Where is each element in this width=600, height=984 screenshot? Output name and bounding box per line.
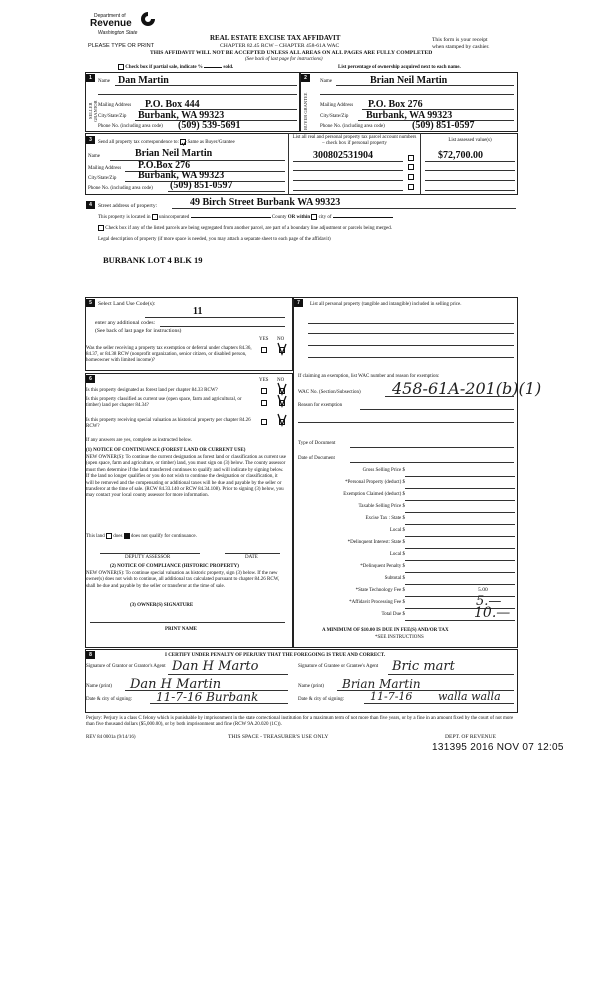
legal-description[interactable]: BURBANK LOT 4 BLK 19 [103, 255, 203, 265]
date-doc-label: Date of Document [298, 456, 335, 461]
exemption-no-mark-icon [276, 342, 288, 356]
total-label-7: Local $ [389, 552, 405, 557]
land-use-label: Select Land Use Code(s): [98, 301, 156, 307]
located-text: This property is located in [98, 215, 151, 221]
dor-logo-icon [140, 11, 156, 27]
buyer-mailing-label: Mailing Address [320, 103, 354, 108]
q3-no-mark-icon [276, 413, 288, 427]
city-of-label: city of [318, 215, 332, 221]
notice2-body: NEW OWNER(S): To continue special valuation as historic property, sign (3) below. If the new owner(s) does not wish to continue, all additional tax calculated pursuant to chapter 84.26 RCW, shall be due and payable by the seller or transferor at the time of sale. [86, 571, 280, 589]
receipt-note-1: This form is your receipt [432, 37, 488, 43]
deputy-assessor: DEPUTY ASSESSOR [125, 555, 171, 560]
grantee-city[interactable]: walla walla [438, 690, 501, 703]
partial-sale [118, 64, 233, 70]
grantor-name[interactable]: Dan H Martin [130, 677, 222, 692]
qualify-label: qualify for continuance. [148, 534, 197, 540]
deputy-date: DATE [245, 555, 258, 560]
grantor-date[interactable]: 11-7-16 Burbank [156, 690, 259, 704]
parcel-number[interactable]: 300802531904 [313, 150, 373, 161]
buyer-phone[interactable]: (509) 851-0597 [412, 120, 475, 131]
legal-note: Legal description of property (if more space is needed, you may attach a separate sheet to each page of the affidavit) [98, 237, 331, 242]
treasurer-space: THIS SPACE - TREASURER'S USE ONLY [228, 734, 329, 740]
total-label-9: Subtotal $ [384, 576, 405, 581]
receipt-note-2: when stamped by cashier. [432, 44, 490, 50]
s6-q2: Is this property classified as current use (open space, farm and agricultural, or timber) land per chapter 84.34? [86, 397, 242, 408]
total-label-11: *Affidavit Processing Fee $ [349, 600, 405, 605]
corr-mailing-label: Mailing Address [88, 166, 122, 171]
section-7-number: 7 [294, 299, 303, 307]
s6-q3: Is this property receiving special valuation as historical property per chapter 84.26 RCW? [86, 418, 251, 429]
assessed-header: List assessed value(s) [448, 138, 492, 143]
wac-label: WAC No. (Section/Subsection) [298, 390, 361, 395]
land-use-see-back: (See back of last page for instructions) [95, 328, 182, 334]
partial-sale-checkbox[interactable] [118, 64, 124, 70]
grantor-signature[interactable]: Dan H Marto [172, 659, 259, 674]
seller-phone-label: Phone No. (including area code) [98, 124, 163, 129]
total-label-10: *State Technology Fee $ [355, 588, 405, 593]
dor-logo [90, 13, 164, 41]
corr-phone-label: Phone No. (including area code) [88, 186, 153, 191]
does-checkbox[interactable] [106, 533, 112, 539]
total-label-3: Taxable Selling Price $ [358, 504, 405, 509]
grantor-name-label: Name (print) [86, 684, 112, 689]
grantee-date[interactable]: 11-7-16 [370, 690, 413, 703]
parcel-2-checkbox[interactable] [408, 164, 414, 170]
same-as-buyer-label: Same as Buyer/Grantee [187, 140, 235, 146]
certify-statement: I CERTIFY UNDER PENALTY OF PERJURY THAT THE FOREGOING IS TRUE AND CORRECT. [165, 653, 386, 658]
seller-name[interactable]: Dan Martin [118, 75, 169, 86]
total-label-2: Exemption Claimed (deduct) $ [343, 492, 405, 497]
grantee-date-label: Date & city of signing: [298, 697, 345, 702]
land-label: This land [86, 534, 105, 540]
total-label-12: Total Due $ [381, 612, 405, 617]
minimum-due: A MINIMUM OF $10.00 IS DUE IN FEE(S) AND/OR TAX [322, 628, 449, 633]
does-label: does [113, 534, 123, 540]
notice1-title: (1) NOTICE OF CONTINUANCE (FOREST LAND OR CURRENT USE) [86, 448, 246, 453]
continuance-row [86, 533, 197, 539]
county-label: County [271, 215, 287, 221]
total-label-1: *Personal Property (deduct) $ [345, 480, 405, 485]
buyer-name-label: Name [320, 79, 332, 84]
tech-fee-value[interactable]: 5.00 [478, 587, 488, 593]
additional-codes: enter any additional codes: [95, 320, 156, 326]
dept-revenue: DEPT. OF REVENUE [445, 734, 497, 740]
grantor-date-label: Date & city of signing: [86, 697, 133, 702]
land-use-yes: YES [259, 337, 269, 342]
check-icon [181, 140, 187, 146]
dept-line1: Department of [94, 13, 126, 19]
exemption-yes-checkbox[interactable] [261, 347, 267, 353]
please-type: PLEASE TYPE OR PRINT [88, 43, 155, 49]
form-title: REAL ESTATE EXCISE TAX AFFIDAVIT [210, 34, 341, 42]
cashier-stamp: 131395 2016 NOV 07 12:05 [432, 742, 564, 753]
rev-number: REV 84 0001a (9/14/16) [86, 735, 136, 740]
buyer-mailing[interactable]: P.O. Box 276 [368, 99, 423, 110]
grantee-name[interactable]: Brian Martin [342, 677, 421, 691]
section-8-number: 8 [86, 651, 95, 659]
section-2-number: 2 [301, 74, 310, 82]
total-label-0: Gross Selling Price $ [362, 468, 405, 473]
owner-signature-label: (3) OWNER(S) SIGNATURE [130, 603, 194, 608]
seller-mailing-label: Mailing Address [98, 103, 132, 108]
s6-no: NO [277, 378, 285, 383]
same-as-buyer-checkbox[interactable] [180, 139, 186, 145]
send-tax-label [98, 139, 235, 145]
buyer-side-label: BUYER GRANTEE [303, 92, 308, 130]
segregated-checkbox[interactable] [98, 225, 104, 231]
buyer-name[interactable]: Brian Neil Martin [370, 75, 448, 86]
total-label-5: Local $ [389, 528, 405, 533]
s6-yes: YES [259, 378, 269, 383]
exemption-question: Was the seller receiving a property tax exemption or deferral under chapters 84.36, 84.37, or 84.38 RCW (nonprofit organization, senior citizen, or disabled person, homeowner with limited income)? [86, 346, 252, 363]
affidavit-fee-value[interactable]: 5.— [476, 594, 502, 609]
seller-mailing[interactable]: P.O. Box 444 [145, 99, 200, 110]
unincorporated-checkbox[interactable] [152, 214, 158, 220]
city-of-checkbox[interactable] [311, 214, 317, 220]
s6-if-yes: If any answers are yes, complete as instructed below. [86, 438, 193, 443]
parcel-header: List all real and personal property tax parcel account numbers – check box if personal property [292, 135, 417, 146]
parcel-4-checkbox[interactable] [408, 184, 414, 190]
does-not-label: does not [130, 534, 148, 540]
dept-line2: Revenue [90, 18, 132, 29]
parcel-3-checkbox[interactable] [408, 174, 414, 180]
form-warning: THIS AFFIDAVIT WILL NOT BE ACCEPTED UNLESS ALL AREAS ON ALL PAGES ARE FULLY COMPLETED [150, 50, 433, 56]
unincorporated-label: unincorporated [159, 215, 190, 221]
q2-yes-checkbox[interactable] [261, 400, 267, 406]
grantee-signature[interactable]: Bric mart [392, 659, 455, 674]
print-name-label: PRINT NAME [165, 627, 197, 632]
dept-line3: Washington State [98, 30, 138, 36]
seller-side-label: SELLER GRANTOR [88, 100, 98, 122]
grantor-sig-label: Signature of Grantor or Grantor's Agent [86, 664, 166, 669]
section-6-number: 6 [86, 375, 95, 383]
section-5-number: 5 [86, 299, 95, 307]
ownership-note: List percentage of ownership acquired next to each name. [338, 65, 461, 70]
partial-sale-label: Check box if partial sale, indicate % [125, 65, 203, 71]
corr-mailing[interactable]: P.O.Box 276 [138, 160, 191, 171]
buyer-city[interactable]: Burbank, WA 99323 [366, 110, 453, 121]
segregated-row [98, 225, 392, 231]
grantee-name-label: Name (print) [298, 684, 324, 689]
s6-q1: Is this property designated as forest land per chapter 84.33 RCW? [86, 388, 218, 393]
does-not-checkbox[interactable] [124, 533, 130, 539]
exemption-claim-label: If claiming an exemption, list WAC number and reason for exemption: [298, 374, 440, 379]
located-row [98, 214, 393, 220]
notice2-title: (2) NOTICE OF COMPLIANCE (HISTORIC PROPERTY) [110, 564, 239, 569]
land-use-code[interactable]: 11 [193, 306, 203, 317]
segregated-note: Check box if any of the listed parcels are being segregated from another parcel, are part of a boundary line adjustment or parcels being merged. [105, 226, 392, 232]
total-due-value[interactable]: 10.— [474, 605, 511, 621]
form-subtitle: CHAPTER 82.45 RCW – CHAPTER 458-61A WAC [220, 43, 340, 49]
corr-city-label: City/State/Zip [88, 176, 117, 181]
reason-label: Reason for exemption [298, 403, 343, 408]
see-back: (See back of last page for instructions) [245, 57, 323, 62]
type-doc-label: Type of Document [298, 441, 336, 446]
section-1-number: 1 [86, 74, 95, 82]
buyer-phone-label: Phone No. (including area code) [320, 124, 385, 129]
wac-value[interactable]: 458-61A-201(b)(1) [392, 379, 542, 398]
corr-name-label: Name [88, 154, 100, 159]
grantee-sig-label: Signature of Grantee or Grantee's Agent [298, 664, 379, 669]
total-label-6: *Delinquent Interest: State $ [347, 540, 405, 545]
total-label-4: Excise Tax : State $ [365, 516, 405, 521]
street-label: Street address of property: [98, 203, 158, 209]
q1-yes-checkbox[interactable] [261, 388, 267, 394]
q3-yes-checkbox[interactable] [261, 419, 267, 425]
personal-property-label: List all personal property (tangible and intangible) included in selling price. [310, 302, 462, 307]
corr-phone[interactable]: (509) 851-0597 [170, 180, 233, 191]
seller-city[interactable]: Burbank, WA 99323 [138, 110, 225, 121]
or-within-label: OR within [287, 215, 311, 221]
total-label-8: *Delinquent Penalty $ [360, 564, 405, 569]
seller-name-label: Name [98, 79, 110, 84]
street-address[interactable]: 49 Birch Street Burbank WA 99323 [190, 197, 341, 208]
sold-label: sold. [223, 65, 234, 71]
section-3-number: 3 [86, 136, 95, 144]
seller-phone[interactable]: (509) 539-5691 [178, 120, 241, 131]
section-4-number: 4 [86, 201, 95, 209]
see-instructions: *SEE INSTRUCTIONS [375, 635, 424, 640]
assessed-value[interactable]: $72,700.00 [438, 150, 483, 161]
q2-no-mark-icon [276, 394, 288, 408]
parcel-1-checkbox[interactable] [408, 155, 414, 161]
land-use-no: NO [277, 337, 285, 342]
send-tax-text: Send all property tax correspondence to: [98, 140, 179, 146]
corr-name[interactable]: Brian Neil Martin [135, 148, 213, 159]
seller-city-label: City/State/Zip [98, 114, 127, 119]
buyer-city-label: City/State/Zip [320, 114, 349, 119]
notice1-body: NEW OWNER(S): To continue the current designation as forest land or classification as current use (open space, farm and agriculture, or timber) land, you must sign on (3) below. The county assessor must then determine if the land transferred continues to qualify and will indicate by signing below. If the land no longer qualifies or you do not wish to continue the designation or classification, it will be removed and the compensating or additional taxes will be due and payable by the seller or transferor at the time of sale. (RCW 84.33.140 or RCW 84.34.108). Prior to signing (3) below, you may contact your local county assessor for more information. [86, 455, 286, 499]
corr-city[interactable]: Burbank, WA 99323 [138, 170, 225, 181]
perjury-note: Perjury: Perjury is a class C felony which is punishable by imprisonment in the state correctional institution for a maximum term of not more than five years, or by a fine in an amount fixed by the court of not more than five thousand dollars ($5,000.00), or by both imprisonment and fine (RCW 9A.20.020 (1C)). [86, 716, 514, 728]
